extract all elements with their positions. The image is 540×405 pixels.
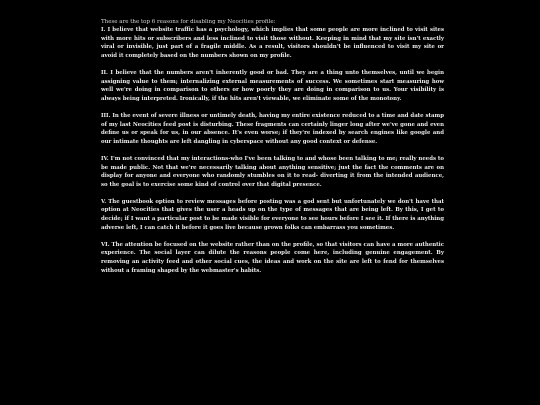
- reason-paragraph-5: V. The guestbook option to review messages before posting was a god sent but unfortunately we don't have that option at Neocities that gives the user a heads up on the type of messages that are being left. By this, I get to decide; if I want a particular post to be made visible for everyone to see hours before I see it. If there is anything adverse left, I can catch it before it goes live because grown folks can embarrass you sometimes.: [101, 198, 444, 231]
- reason-paragraph-6: VI. The attention be focused on the website rather than on the profile, so that visitors can have a more authentic experience. The social layer can dilute the reasons people come here, including genuine engagement. By removing an activity feed and other social cues, the ideas and work on the site are left to fend for themselves without a framing shaped by the webmaster's habits.: [101, 241, 444, 274]
- reason-paragraph-4: IV. I'm not convinced that my interactions-who I've been talking to and whose been talking to me; really needs to be made public. Not that we're necessarily talking about anything sensitive; just the fact the comments are on display for anyone and everyone who randomly stumbles on it to read- diverting it from the intended audience, so the goal is to exercise some kind of control over that digital presence.: [101, 155, 444, 188]
- article-body: [101, 19, 444, 284]
- intro-text: These are the top 6 reasons for disabling my Neocities profile:: [101, 19, 276, 25]
- reason-paragraph-2: II. I believe that the numbers aren't inherently good or bad. They are a thing unto themselves, until we begin assigning value to them; internalizing external measurements of success. We sometimes start measuring how well we're doing in comparison to others or how poorly they are doing in comparison to us. Your visibility is always being interpreted. Ironically, if the hits aren't viewable, we eliminate some of the monotony.: [101, 69, 444, 102]
- reason-paragraph-3: III. In the event of severe illness or untimely death, having my entire existence reduced to a time and date stamp of my last Neocities feed post is disturbing. These fragments can certainly linger long after we've gone and even define us or speak for us, in our absence. It's even worse; if they're indexed by search engines like google and our intimate thoughts are left dangling in cyberspace without any good context or defense.: [101, 112, 444, 145]
- reason-paragraph-1: I. I believe that website traffic has a psychology, which implies that some people are more inclined to visit sites with more hits or subscribers and less inclined to visit those without. Keeping in mind that my site isn't exactly viral or invisible, just part of a fragile middle. As a result, visitors shouldn't be influenced to visit my site or avoid it completely based on the numbers shown on my profile.: [101, 27, 444, 59]
